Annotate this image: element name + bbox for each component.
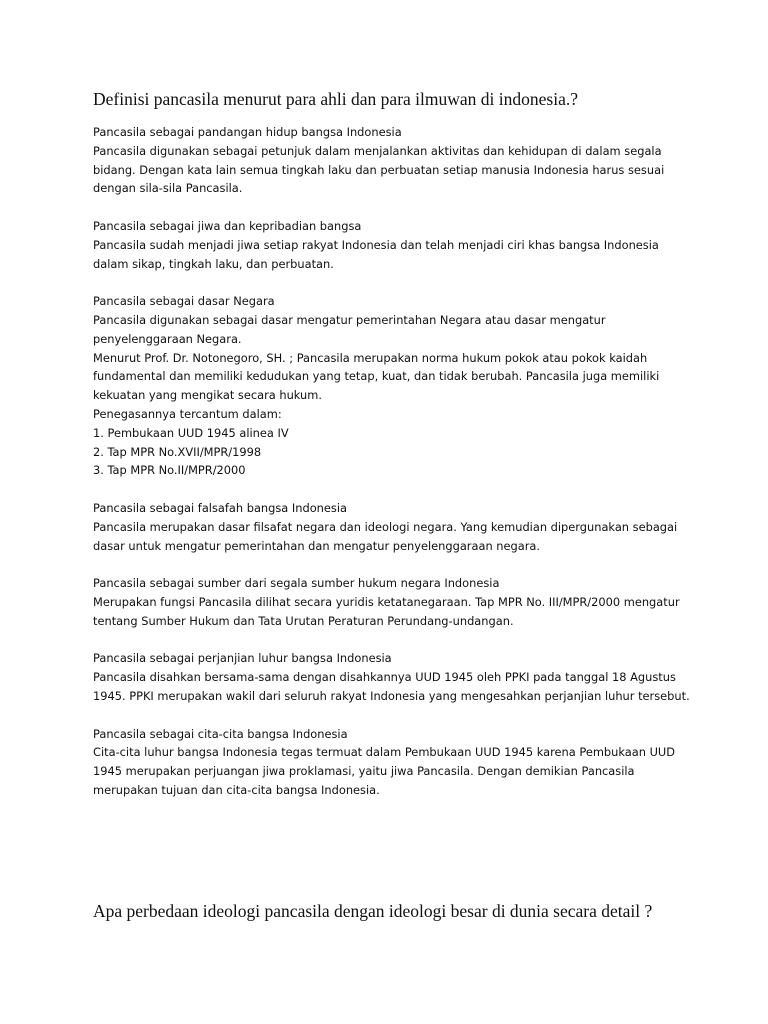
section-paragraph: Merupakan fungsi Pancasila dilihat secara yuridis ketatanegaraan. Tap MPR No. III/MPR/2000 mengatur tentang Sumber Hukum dan Tata Urutan Peraturan Perundang-undangan. (93, 594, 680, 628)
section-paragraph: Penegasannya tercantum dalam: (93, 406, 282, 421)
section-falsafah (93, 499, 693, 555)
section-paragraph: Pancasila disahkan bersama-sama dengan disahkannya UUD 1945 oleh PPKI pada tanggal 18 Agustus 1945. PPKI merupakan wakil dari seluruh rakyat Indonesia yang mengesahkan perjanjian luhur tersebut. (93, 670, 690, 703)
section-title: Pancasila sebagai pandangan hidup bangsa Indonesia (93, 125, 402, 139)
section-paragraph: Pancasila digunakan sebagai petunjuk dalam menjalankan aktivitas dan kehidupan di dalam segala bidang. Dengan kata lain semua tingkah laku dan perbuatan setiap manusia Indonesia harus sesuai dengan sila-sila Pancasila. (93, 143, 665, 196)
list-item: 2. Tap MPR No.XVII/MPR/1998 (93, 444, 262, 459)
section-dasar-negara (93, 292, 693, 480)
section-title: Pancasila sebagai dasar Negara (93, 294, 275, 309)
section-title: Pancasila sebagai cita-cita bangsa Indonesia (93, 726, 348, 741)
section-paragraph: Pancasila merupakan dasar filsafat negara dan ideologi negara. Yang kemudian dipergunakan sebagai dasar untuk mengatur pemerintahan dan mengatur penyelenggaraan negara. (93, 519, 678, 553)
section-paragraph: Menurut Prof. Dr. Notonegoro, SH. ; Pancasila merupakan norma hukum pokok atau pokok kaidah fundamental dan memiliki kedudukan yang tetap, kuat, dan tidak berubah. Pancasila juga memiliki kekuatan yang mengikat secara hukum. (93, 350, 660, 403)
section-title: Pancasila sebagai perjanjian luhur bangsa Indonesia (93, 651, 392, 666)
document-body (93, 123, 693, 818)
legal-basis-list (93, 424, 693, 480)
section-paragraph: Pancasila sudah menjadi jiwa setiap rakyat Indonesia dan telah menjadi ciri khas bangsa Indonesia dalam sikap, tingkah laku, dan perbuatan. (93, 237, 659, 271)
section-paragraph: Cita-cita luhur bangsa Indonesia tegas termuat dalam Pembukaan UUD 1945 karena Pembukaan UUD 1945 merupakan perjuangan jiwa proklamasi, yaitu jiwa Pancasila. Dengan demikian Pancasila merupakan tujuan dan cita-cita bangsa Indonesia. (93, 745, 676, 797)
section-paragraph: Pancasila digunakan sebagai dasar mengatur pemerintahan Negara atau dasar mengatur penyelenggaraan Negara. (93, 312, 606, 346)
document-heading-top: Definisi pancasila menurut para ahli dan para ilmuwan di indonesia.? (93, 89, 578, 109)
list-item: 3. Tap MPR No.II/MPR/2000 (93, 463, 246, 478)
section-title: Pancasila sebagai jiwa dan kepribadian bangsa (93, 218, 362, 233)
section-sumber-hukum (93, 574, 693, 630)
section-title: Pancasila sebagai sumber dari segala sumber hukum negara Indonesia (93, 576, 500, 591)
list-item: 1. Pembukaan UUD 1945 alinea IV (93, 425, 289, 440)
section-perjanjian-luhur (93, 649, 693, 705)
document-heading-bottom: Apa perbedaan ideologi pancasila dengan ideologi besar di dunia secara detail ? (93, 901, 653, 921)
section-pandangan-hidup (93, 123, 693, 198)
section-title: Pancasila sebagai falsafah bangsa Indonesia (93, 500, 347, 515)
section-cita-cita (93, 725, 693, 800)
section-jiwa-kepribadian (93, 217, 693, 273)
